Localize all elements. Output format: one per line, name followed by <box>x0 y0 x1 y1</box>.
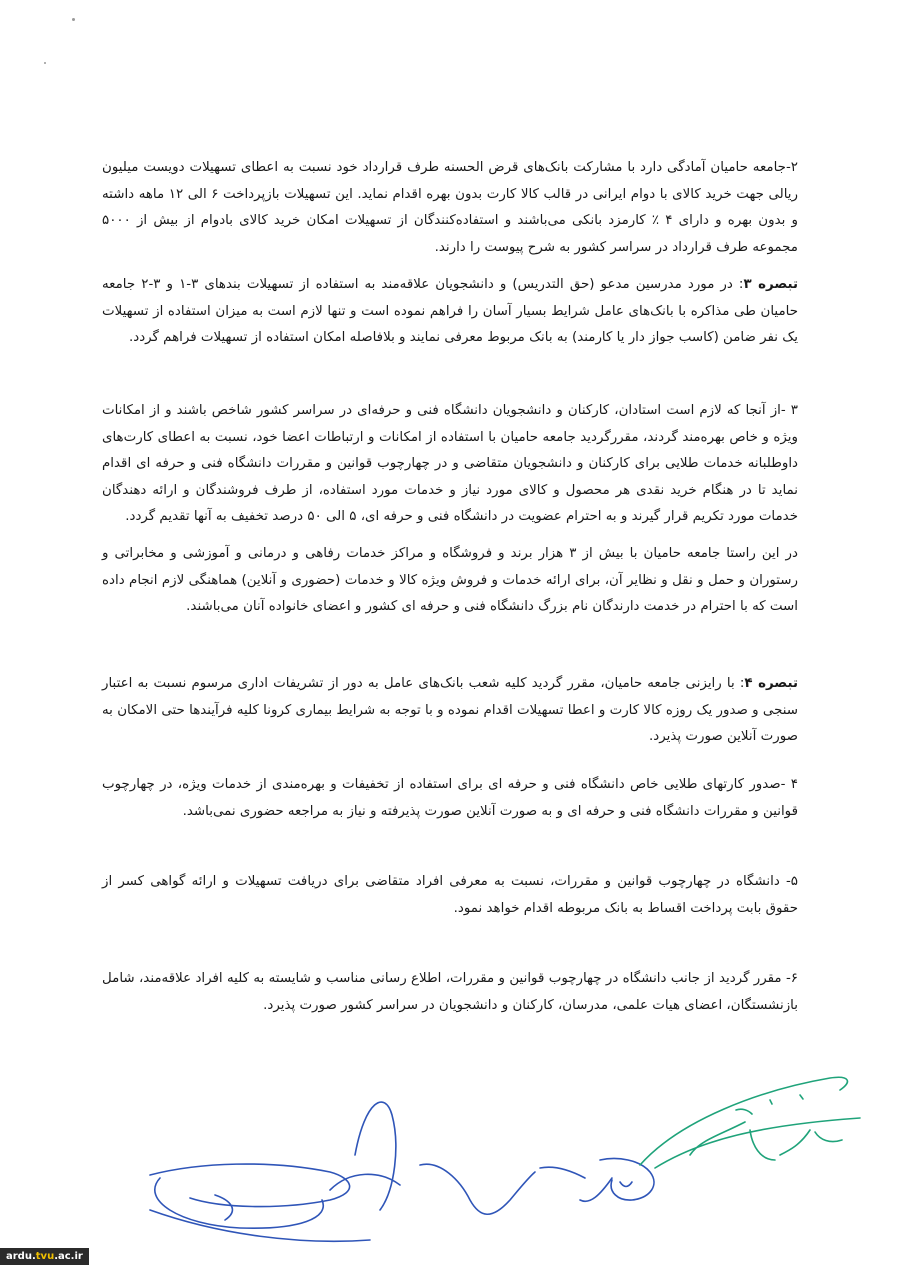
clause-3-continued <box>102 541 798 621</box>
clause-5-text: ۵- دانشگاه در چهارچوب قوانین و مقررات، نسبت به معرفی افراد متقاضی برای دریافت تسهیلات و ارائه گواهی کسر از حقوق بابت پرداخت اقساط به بانک مربوطه اقدام خواهد نمود. <box>102 874 798 916</box>
clause-4 <box>102 772 798 825</box>
scan-speck <box>72 18 75 21</box>
note-3-label: تبصره ۳ <box>743 277 799 292</box>
note-3 <box>102 272 798 352</box>
clause-5 <box>102 869 798 922</box>
green-signature <box>640 1077 860 1168</box>
note-3-text: : در مورد مدرسین مدعو (حق التدریس) و دانشجویان علاقه‌مند به استفاده از تسهیلات بندهای ۳-۱ و ۳-۲ جامعه حامیان طی مذاکره با بانک‌های عامل شرایط بسیار آسان را فراهم نموده است و تنها لازم است به میزان استفاده از تسهیلات یک نفر ضامن (کاسب جواز دار یا کارمند) به بانک مربوط معرفی نمایند و بلافاصله امکان استفاده از تسهیلات فراهم گردد. <box>102 277 798 345</box>
clause-3-continued-text: در این راستا جامعه حامیان با بیش از ۳ هزار برند و فروشگاه و مراکز خدمات رفاهی و درمانی و آموزشی و مخابراتی و رستوران و حمل و نقل و نظایر آن، برای ارائه خدمات و فروش ویژه کالا و خدمات (حضوری و آنلاین) هماهنگی لازم انجام داده است که با احترام در خدمت دارندگان نام بزرگ دانشگاه فنی و حرفه ای کشور و اعضای خانواده آنان می‌باشند. <box>102 546 798 614</box>
note-4-label: تبصره ۴ <box>744 676 798 691</box>
site-watermark: ardu.tvu.ac.ir <box>0 1248 89 1265</box>
blue-signature <box>150 1102 654 1241</box>
clause-6-text: ۶- مقرر گردید از جانب دانشگاه در چهارچوب قوانین و مقررات، اطلاع رسانی مناسب و شایسته به کلیه افراد علاقه‌مند، شامل بازنشستگان، اعضای هیات علمی، مدرسان، کارکنان و دانشجویان در سراسر کشور صورت پذیرد. <box>102 971 798 1013</box>
clause-2 <box>102 155 798 261</box>
clause-3 <box>102 398 798 531</box>
signatures <box>0 1060 900 1273</box>
clause-2-text: ۲-جامعه حامیان آمادگی دارد با مشارکت بانک‌های قرض الحسنه طرف قرارداد خود نسبت به اعطای تسهیلات دویست میلیون ریالی جهت خرید کالای با دوام ایرانی در قالب کالا کارت بدون بهره اقدام نماید. این تسهیلات بازپرداخت ۶ الی ۱۲ ماهه داشته و بدون بهره و دارای ۴ ٪ کارمزد بانکی می‌باشند و استفاده‌کنندگان از تسهیلات امکان خرید کالای بادوام از بیش از ۵۰۰۰ مجموعه طرف قرارداد در سراسر کشور به شرح پیوست را دارند. <box>102 160 798 255</box>
clause-4-text: ۴ -صدور کارتهای طلایی خاص دانشگاه فنی و حرفه ای برای استفاده از تخفیفات و بهره‌مندی از خدمات ویژه، در چهارچوب قوانین و مقررات دانشگاه فنی و حرفه ای و به صورت آنلاین صورت پذیرفته و نیاز به مراجعه حضوری نمی‌باشد. <box>102 777 798 819</box>
scan-speck <box>44 62 46 64</box>
note-4 <box>102 671 798 751</box>
clause-6 <box>102 966 798 1019</box>
clause-3-text: ۳ -از آنجا که لازم است استادان، کارکنان و دانشجویان دانشگاه فنی و حرفه‌ای در سراسر کشور شاخص باشند و از امکانات ویژه و خاص بهره‌مند گردند، مقررگردید جامعه حامیان با استفاده از امکانات و ارتباطات اعضا خود، نسبت به اعطای کارت‌های داوطلبانه خدمات طلایی برای کارکنان و دانشجویان متقاضی و در چهارچوب قوانین و مقررات دانشگاه فنی و حرفه ای اقدام نماید تا در هنگام خرید نقدی هر محصول و کالای مورد نیاز و خدمات مورد استفاده، از طرف فروشندگان و ارائه دهندگان خدمات مورد تکریم قرار گیرند و به احترام عضویت در دانشگاه فنی و حرفه ای، ۵ الی ۵۰ درصد تخفیف به آنها تقدیم گردد. <box>102 403 798 524</box>
note-4-text: : با رایزنی جامعه حامیان، مقرر گردید کلیه شعب بانک‌های عامل به دور از تشریفات اداری مرسوم نسبت به اعتبار سنجی و صدور یک روزه کالا کارت و اعطا تسهیلات اقدام نموده و با توجه به شرایط بیماری کرونا کلیه فرآیندها حتی الامکان به صورت آنلاین صورت پذیرد. <box>102 676 798 744</box>
